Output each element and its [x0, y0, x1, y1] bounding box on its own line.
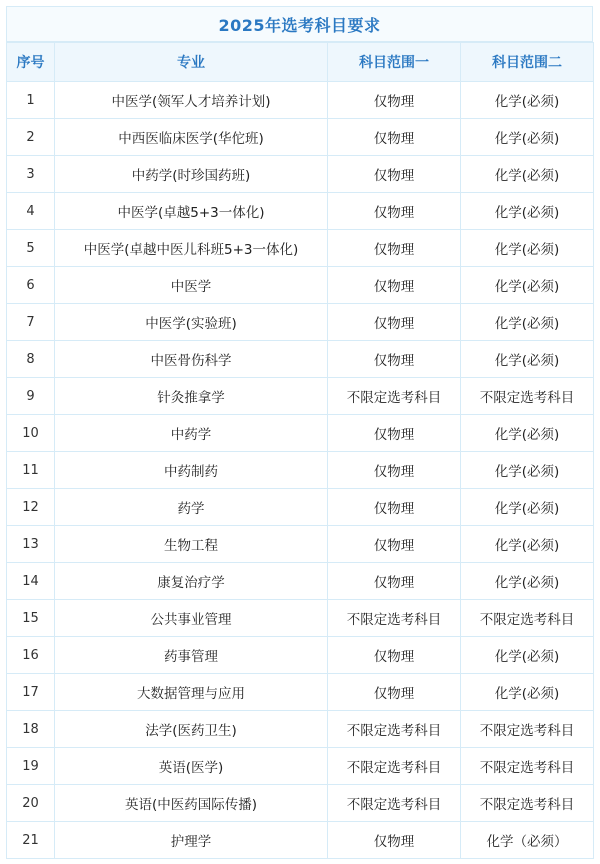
cell-major: 英语(中医药国际传播) — [55, 785, 328, 822]
cell-no: 11 — [7, 452, 55, 489]
cell-no: 19 — [7, 748, 55, 785]
cell-no: 10 — [7, 415, 55, 452]
cell-major: 中医学(卓越中医儿科班5+3一体化) — [55, 230, 328, 267]
table-row — [7, 674, 594, 711]
table-row — [7, 822, 594, 859]
cell-range2: 化学(必须) — [461, 304, 594, 341]
table-row — [7, 378, 594, 415]
cell-range1: 仅物理 — [328, 637, 461, 674]
cell-major: 药事管理 — [55, 637, 328, 674]
table-row — [7, 119, 594, 156]
cell-range2: 化学（必须） — [461, 822, 594, 859]
cell-major: 法学(医药卫生) — [55, 711, 328, 748]
cell-range1: 仅物理 — [328, 822, 461, 859]
cell-no: 16 — [7, 637, 55, 674]
cell-range1: 仅物理 — [328, 304, 461, 341]
cell-range2: 化学(必须) — [461, 230, 594, 267]
table-title-bar — [6, 6, 593, 42]
cell-range2: 化学(必须) — [461, 341, 594, 378]
cell-major: 护理学 — [55, 822, 328, 859]
cell-range1: 不限定选考科目 — [328, 785, 461, 822]
table-row — [7, 230, 594, 267]
table-row — [7, 711, 594, 748]
cell-no: 4 — [7, 193, 55, 230]
cell-major: 中医学(实验班) — [55, 304, 328, 341]
cell-major: 中药学(时珍国药班) — [55, 156, 328, 193]
cell-no: 17 — [7, 674, 55, 711]
cell-range2: 不限定选考科目 — [461, 600, 594, 637]
cell-no: 1 — [7, 82, 55, 119]
cell-major: 针灸推拿学 — [55, 378, 328, 415]
header-row — [7, 43, 594, 82]
cell-range2: 化学(必须) — [461, 489, 594, 526]
cell-no: 20 — [7, 785, 55, 822]
cell-range1: 仅物理 — [328, 674, 461, 711]
cell-range2: 化学(必须) — [461, 526, 594, 563]
table-row — [7, 82, 594, 119]
cell-range2: 化学(必须) — [461, 563, 594, 600]
cell-no: 8 — [7, 341, 55, 378]
table-title: 2025年选考科目要求 — [218, 15, 381, 35]
cell-range2: 化学(必须) — [461, 193, 594, 230]
cell-range2: 化学(必须) — [461, 452, 594, 489]
cell-major: 中医骨伤科学 — [55, 341, 328, 378]
cell-range1: 仅物理 — [328, 526, 461, 563]
cell-no: 14 — [7, 563, 55, 600]
cell-no: 3 — [7, 156, 55, 193]
cell-range1: 不限定选考科目 — [328, 711, 461, 748]
cell-major: 中医学(领军人才培养计划) — [55, 82, 328, 119]
cell-range2: 化学(必须) — [461, 637, 594, 674]
cell-no: 18 — [7, 711, 55, 748]
table-row — [7, 748, 594, 785]
cell-range1: 不限定选考科目 — [328, 600, 461, 637]
cell-range1: 仅物理 — [328, 230, 461, 267]
cell-range2: 化学(必须) — [461, 119, 594, 156]
table-row — [7, 785, 594, 822]
cell-no: 5 — [7, 230, 55, 267]
header-range2: 科目范围二 — [461, 43, 594, 82]
cell-range2: 化学(必须) — [461, 674, 594, 711]
cell-major: 中医学 — [55, 267, 328, 304]
cell-major: 中医学(卓越5+3一体化) — [55, 193, 328, 230]
cell-range1: 不限定选考科目 — [328, 748, 461, 785]
cell-no: 9 — [7, 378, 55, 415]
table-row — [7, 563, 594, 600]
subject-requirements-table — [6, 42, 594, 859]
table-row — [7, 452, 594, 489]
cell-major: 康复治疗学 — [55, 563, 328, 600]
cell-range1: 仅物理 — [328, 341, 461, 378]
table-row — [7, 526, 594, 563]
table-row — [7, 600, 594, 637]
cell-range1: 仅物理 — [328, 156, 461, 193]
cell-no: 13 — [7, 526, 55, 563]
cell-range2: 化学(必须) — [461, 82, 594, 119]
cell-major: 大数据管理与应用 — [55, 674, 328, 711]
table-row — [7, 637, 594, 674]
cell-major: 生物工程 — [55, 526, 328, 563]
cell-no: 7 — [7, 304, 55, 341]
table-row — [7, 341, 594, 378]
cell-range1: 仅物理 — [328, 563, 461, 600]
table-row — [7, 304, 594, 341]
cell-range1: 仅物理 — [328, 415, 461, 452]
cell-range1: 仅物理 — [328, 267, 461, 304]
cell-range1: 仅物理 — [328, 452, 461, 489]
cell-range1: 仅物理 — [328, 193, 461, 230]
cell-no: 6 — [7, 267, 55, 304]
cell-range2: 化学(必须) — [461, 156, 594, 193]
cell-major: 中药制药 — [55, 452, 328, 489]
table-row — [7, 193, 594, 230]
table-row — [7, 267, 594, 304]
cell-no: 15 — [7, 600, 55, 637]
cell-major: 中药学 — [55, 415, 328, 452]
header-range1: 科目范围一 — [328, 43, 461, 82]
cell-range2: 不限定选考科目 — [461, 378, 594, 415]
header-no: 序号 — [7, 43, 55, 82]
table-body — [7, 82, 594, 859]
cell-no: 21 — [7, 822, 55, 859]
cell-range1: 仅物理 — [328, 489, 461, 526]
cell-range1: 不限定选考科目 — [328, 378, 461, 415]
cell-major: 英语(医学) — [55, 748, 328, 785]
cell-no: 12 — [7, 489, 55, 526]
table-row — [7, 156, 594, 193]
cell-range1: 仅物理 — [328, 119, 461, 156]
cell-range2: 化学(必须) — [461, 267, 594, 304]
cell-range2: 化学(必须) — [461, 415, 594, 452]
cell-range2: 不限定选考科目 — [461, 748, 594, 785]
table-row — [7, 489, 594, 526]
cell-major: 药学 — [55, 489, 328, 526]
cell-no: 2 — [7, 119, 55, 156]
cell-major: 公共事业管理 — [55, 600, 328, 637]
cell-range1: 仅物理 — [328, 82, 461, 119]
cell-range2: 不限定选考科目 — [461, 711, 594, 748]
header-major: 专业 — [55, 43, 328, 82]
cell-major: 中西医临床医学(华佗班) — [55, 119, 328, 156]
cell-range2: 不限定选考科目 — [461, 785, 594, 822]
table-row — [7, 415, 594, 452]
